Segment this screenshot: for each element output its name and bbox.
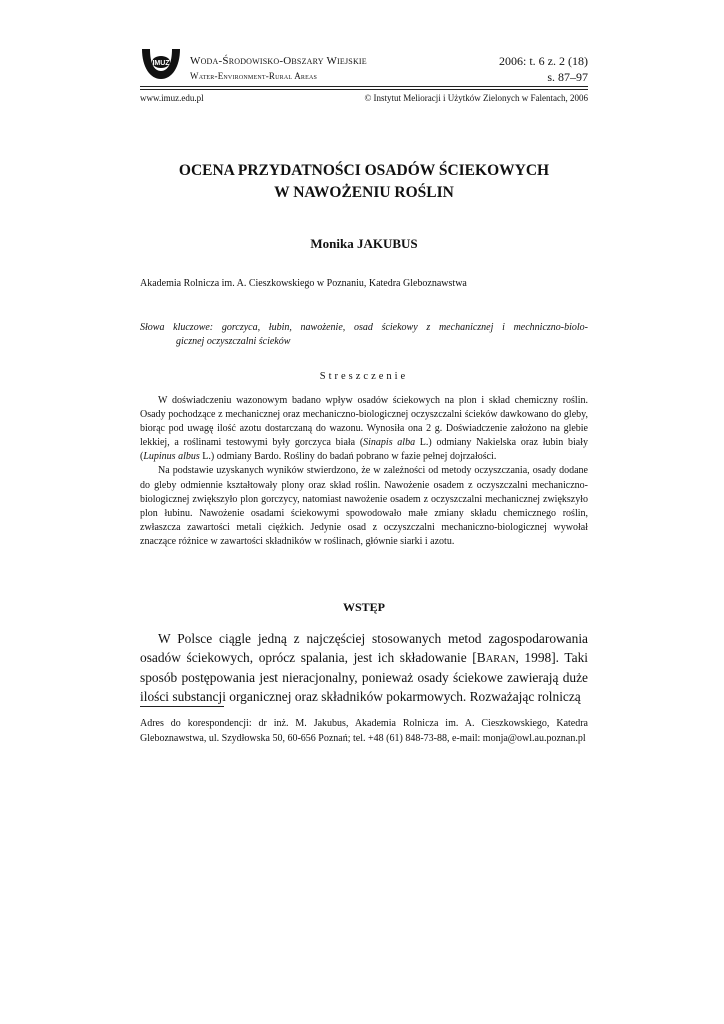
section-heading-intro: WSTĘP (342, 600, 385, 614)
author-affiliation: Akademia Rolnicza im. A. Cieszkowskiego w Poznaniu, Katedra Gleboznawstwa (140, 278, 467, 289)
logo-text: IMUZ (152, 60, 170, 67)
author-name: Monika JAKUBUS (310, 236, 418, 251)
abstract-paragraph-1: W doświadczeniu wazonowym badano wpływ osadów ściekowych na plon i skład chemiczny roślin. Osady pochodzące z mechanicznej oraz mechaniczno-biologicznej oczyszczalni ścieków dawkowano do gleby, biorąc pod uwagę ilość azotu dostarczaną do wazonu. Wynosiła ona 2 g. Doświadczenie założono na glebie lekkiej, a roślinami testowymi były gorczyca biała (Sinapis alba L.) odmiany Nakielska oraz łubin biały (Lupinus albus L.) odmiany Bardo. Rośliny do badań pobrano w fazie pełnej dojrzałości. (140, 395, 588, 463)
logo-graphic (140, 47, 182, 83)
footnote-rule (140, 706, 224, 707)
issue-info: 2006: t. 6 z. 2 (18) (499, 54, 588, 68)
abstract-paragraph-2: Na podstawie uzyskanych wyników stwierdzono, że w zależności od metody oczyszczania, osady dodane do gleby odmiennie kształtowały plony oraz skład roślin. Nawożenie osadem z oczyszczalni mechaniczno-biologicznej zwiększyło plon gorczycy, natomiast nawożenie osadem z oczyszczalni mechanicznej zwiększyło plon łubinu. Nawożenie osadami ściekowymi spowodowało małe zmiany składu chemicznego roślin, zwłaszcza zawartości metali ciężkich. Jedynie osad z oczyszczalni mechaniczno-biologicznej wywołał znaczące różnice w zawartości składników w roślinach, głównie siarki i azotu. (140, 465, 588, 547)
species-lupinus: Lupinus albus (143, 451, 200, 463)
institute-logo (140, 47, 182, 83)
title-line-2: W NAWOŻENIU ROŚLIN (274, 184, 454, 201)
citation-author: BARAN (476, 649, 516, 665)
keywords-line-1 (140, 321, 588, 335)
abstract-heading: Streszczenie (319, 371, 409, 382)
keywords (140, 321, 588, 349)
copyright-notice: © Instytut Melioracji i Użytków Zielonych w Falentach, 2006 (364, 93, 588, 103)
journal-name-polish: Woda-Środowisko-Obszary Wiejskie (190, 55, 367, 67)
header-rule-bottom (140, 89, 588, 90)
keywords-line-2: gicznej oczyszczalni ścieków (176, 336, 291, 347)
header-rule-top (140, 86, 588, 87)
species-sinapis: Sinapis alba (363, 437, 416, 449)
abstract-body (140, 394, 588, 549)
correspondence-footnote: Adres do korespondencji: dr inż. M. Jakubus, Akademia Rolnicza im. A. Cieszkowskiego, Katedra Gleboznawstwa, ul. Szydłowska 50, 60-656 Poznań; tel. +48 (61) 848-73-88, e-mail: monja@owl.au.poznan.pl (140, 718, 588, 744)
intro-body (140, 630, 588, 706)
page-range: s. 87–97 (547, 70, 588, 84)
journal-name-english: Water-Environment-Rural Areas (190, 71, 318, 81)
title-line-1: OCENA PRZYDATNOŚCI OSADÓW ŚCIEKOWYCH (178, 162, 550, 179)
intro-paragraph-1: W Polsce ciągle jedną z najczęściej stosowanych metod zagospodarowania osadów ściekowych, oprócz spalania, jest ich składowanie [BARAN, 1998]. Taki sposób postępowania jest nieracjonalny, ponieważ osady ściekowe zawierają duże ilości substancji organicznej oraz składników pokarmowych. Rozważając rolniczą (140, 631, 588, 704)
journal-url[interactable]: www.imuz.edu.pl (140, 93, 204, 103)
keywords-label: Słowa kluczowe: (140, 322, 214, 333)
keywords-text-1: gorczyca, łubin, nawożenie, osad ściekowy z mechanicznej i mechniczno-biolo- (221, 322, 589, 333)
article-title (140, 160, 588, 204)
